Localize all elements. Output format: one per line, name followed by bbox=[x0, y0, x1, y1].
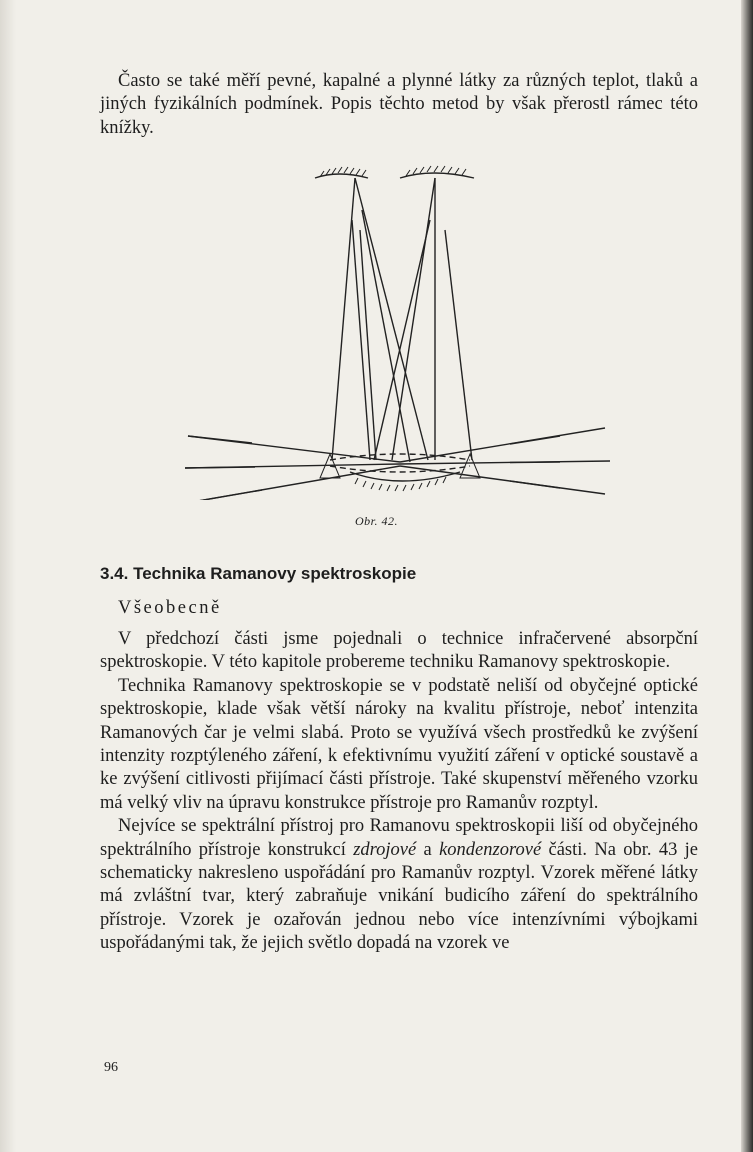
paragraph: V předchozí části jsme pojednali o technice infračervené absorpční spektroskopie. V této kapitole probereme techniku Ramanovy spektroskopie. bbox=[100, 629, 698, 673]
emphasis-term: zdrojové bbox=[353, 839, 417, 860]
subsection-heading: Všeobecně bbox=[118, 598, 222, 618]
top-left-mirror bbox=[315, 174, 368, 178]
paragraph-last bbox=[100, 815, 698, 955]
figure-caption: Obr. 42. bbox=[354, 514, 398, 528]
intro-text: Často se také měří pevné, kapalné a plynné látky za různých teplot, tlaků a jiných fyzikálních podmínek. Popis těchto metod by však přerostl rámec této knížky. bbox=[100, 71, 698, 138]
intro-paragraph bbox=[100, 70, 698, 140]
paragraph-text: a bbox=[416, 839, 440, 860]
page-left-shadow bbox=[0, 0, 16, 1152]
paragraph: Technika Ramanovy spektroskopie se v podstatě neliší od obyčejné optické spektroskopie, klade však větší nároky na kvalitu přístroje, neboť intenzita Ramanových čar je velmi slabá. Proto se využívá všech prostředků ke zvýšení intenzity rozptýleného záření, k efektivnímu využití záření v optické soustavě a ke zvýšení citlivosti přijímací části přístroje. Také skupenství měřeného vzorku má velký vliv na úpravu konstrukce přístroje pro Ramanův rozptyl. bbox=[100, 675, 698, 813]
bottom-mirror bbox=[350, 472, 460, 481]
optical-mirror-diagram-icon bbox=[180, 160, 620, 500]
section-heading: 3.4. Technika Ramanovy spektroskopie bbox=[100, 564, 417, 583]
paragraph-text: části. Na obr. 43 je schematicky nakresleno uspořádání pro Ramanův rozptyl. Vzorek měřené látky má zvláštní tvar, který zabraňuje vnikání budicího záření do spektrálního přístroje. Vzorek je ozařován jednou nebo více intenzívními výbojkami uspořádanými tak, že jejich světlo dopadá na vzorek ve bbox=[100, 839, 698, 954]
page-right-edge bbox=[741, 0, 753, 1152]
body-text bbox=[100, 628, 698, 956]
emphasis-term: kondenzorové bbox=[439, 839, 542, 860]
paragraph-text: Nejvíce se spektrální přístroj pro Ramanovu spektroskopii liší od obyčejného spektrálního přístroje konstrukcí bbox=[100, 816, 698, 860]
page-number: 96 bbox=[104, 1060, 118, 1075]
